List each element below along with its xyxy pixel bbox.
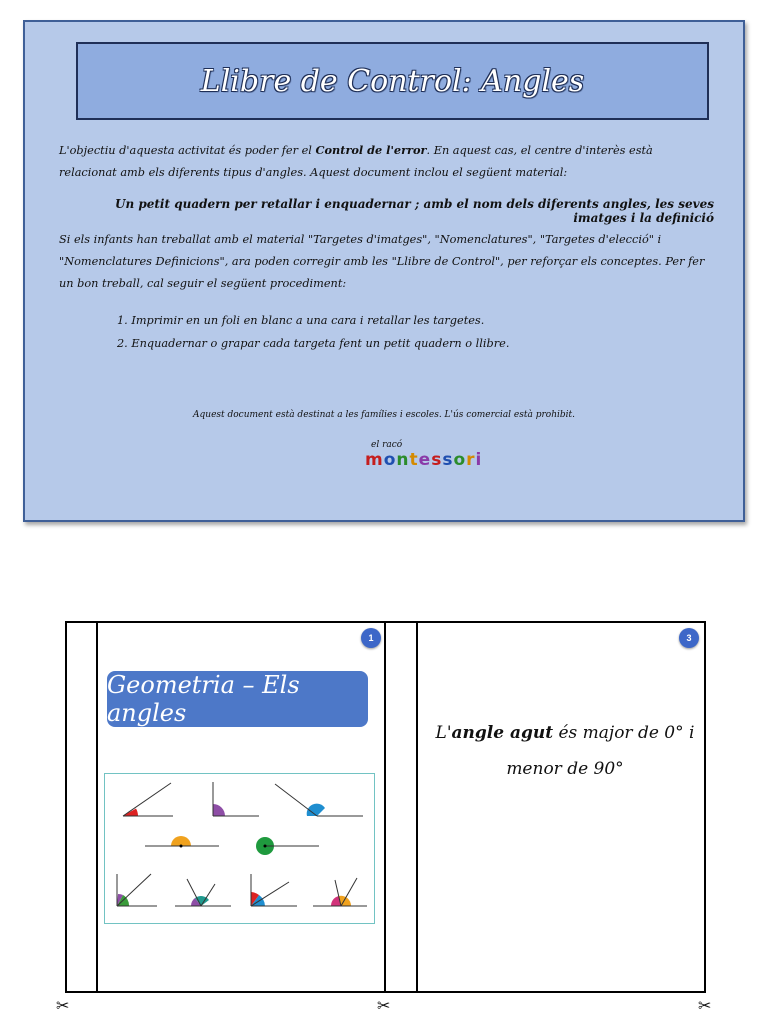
right-angle-example (213, 782, 259, 816)
straight-angle-example (145, 836, 219, 848)
logo-small-text: el racó (371, 440, 403, 450)
fold-line-left (96, 621, 98, 993)
obtuse-angle-example (275, 784, 363, 816)
mixed-angle-example-2 (175, 879, 231, 906)
procedure-steps (117, 309, 509, 355)
page-badge-3: 3 (679, 628, 699, 648)
full-angle-example (256, 837, 319, 855)
definition-term: angle agut (451, 723, 554, 743)
acute-angle-definition (420, 715, 710, 787)
scissors-icon: ✂ (377, 996, 391, 1015)
mixed-angle-example-1 (117, 874, 157, 906)
acute-angle-example (123, 783, 173, 816)
page-title: Llibre de Control: Angles (200, 63, 585, 99)
scissors-icon: ✂ (698, 996, 712, 1015)
angle-examples-svg (105, 774, 374, 923)
step-2: 2. Enquadernar o grapar cada targeta fent un petit quadern o llibre. (117, 337, 510, 350)
intro-p1-text-a: L'objectiu d'aquesta activitat és poder fer el (59, 144, 316, 157)
mixed-angle-example-3 (251, 874, 297, 906)
title-box (76, 42, 709, 120)
intro-paragraph-2: Si els infants han treballat amb el material "Targetes d'imatges", "Nomenclatures", "Targetes d'elecció" i "Nomenclatures Definicions", ara poden corregir amb les "Llibre de Control", per reforçar els conceptes. Per fer un bon treball, cal seguir el següent procediment: (59, 233, 705, 290)
step-1: 1. Imprimir en un foli en blanc a una cara i retallar les targetes. (117, 314, 485, 327)
definition-prefix: L' (435, 723, 452, 743)
montessori-logo (365, 440, 483, 480)
geometry-title: Geometria – Els angles (107, 671, 368, 727)
page-badge-1: 1 (361, 628, 381, 648)
intro-panel (23, 20, 745, 522)
logo-text: montessori (365, 450, 483, 470)
cut-line-middle (384, 621, 386, 993)
fold-line-right (416, 621, 418, 993)
intro-p1-bold: Control de l'error (315, 143, 427, 157)
intro-paragraph-1 (59, 139, 714, 184)
mixed-angle-example-4 (313, 878, 367, 906)
scissors-icon: ✂ (56, 996, 70, 1015)
intro-p1-text-b: . En aquest cas, el centre d'interès està relacionat amb els diferents tipus d'angles. Aquest document inclou el següent material: (59, 144, 653, 179)
definition-text: és major de 0° i menor de 90° (506, 723, 695, 779)
angle-examples-image (104, 773, 375, 924)
usage-notice: Aquest document està destinat a les famílies i escoles. L'ús comercial està prohibit. (193, 410, 575, 420)
material-description: Un petit quadern per retallar i enquadernar ; amb el nom dels diferents angles, les seves imatges i la definició (114, 197, 714, 225)
